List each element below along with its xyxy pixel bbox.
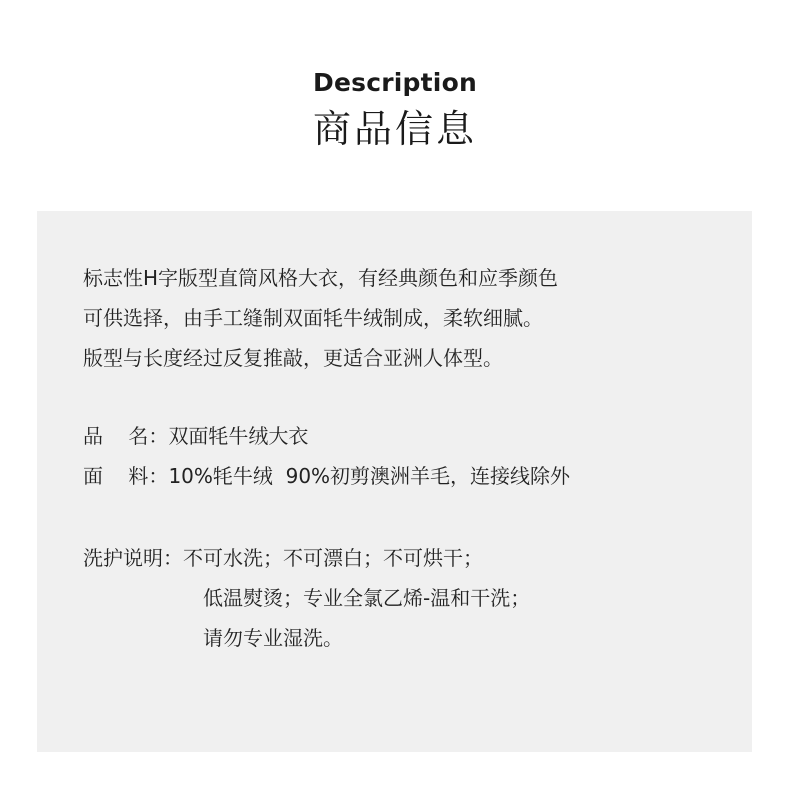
care-line-2: 低温熨烫；专业全氯乙烯-温和干洗；: [203, 586, 531, 610]
product-info-content: [83, 258, 723, 658]
spec-label-material: 面 料：: [83, 464, 169, 488]
page-header: [0, 66, 790, 152]
spec-value-name: 双面牦牛绒大衣: [168, 424, 309, 448]
spec-row-material: [83, 456, 723, 496]
description-line-1: 标志性H字版型直筒风格大衣，有经典颜色和应季颜色: [83, 266, 559, 290]
spacer: [83, 496, 723, 538]
spacer: [83, 378, 723, 416]
product-info-panel: [37, 211, 752, 752]
spec-value-material: 10%牦牛绒 90%初剪澳洲羊毛，连接线除外: [168, 464, 571, 488]
care-line-3: 请勿专业湿洗。: [203, 626, 343, 650]
care-line-1: 不可水洗；不可漂白；不可烘干；: [183, 546, 483, 570]
care-row-1: [83, 538, 723, 578]
title-english: Description: [313, 68, 477, 97]
title-chinese: 商品信息: [312, 107, 477, 151]
spec-label-name: 品 名：: [83, 424, 169, 448]
description-line-2: 可供选择，由手工缝制双面牦牛绒制成，柔软细腻。: [83, 306, 543, 330]
description-line-3: 版型与长度经过反复推敲，更适合亚洲人体型。: [83, 346, 503, 370]
spec-row-name: [83, 416, 723, 456]
care-label: 洗护说明：: [83, 546, 183, 570]
